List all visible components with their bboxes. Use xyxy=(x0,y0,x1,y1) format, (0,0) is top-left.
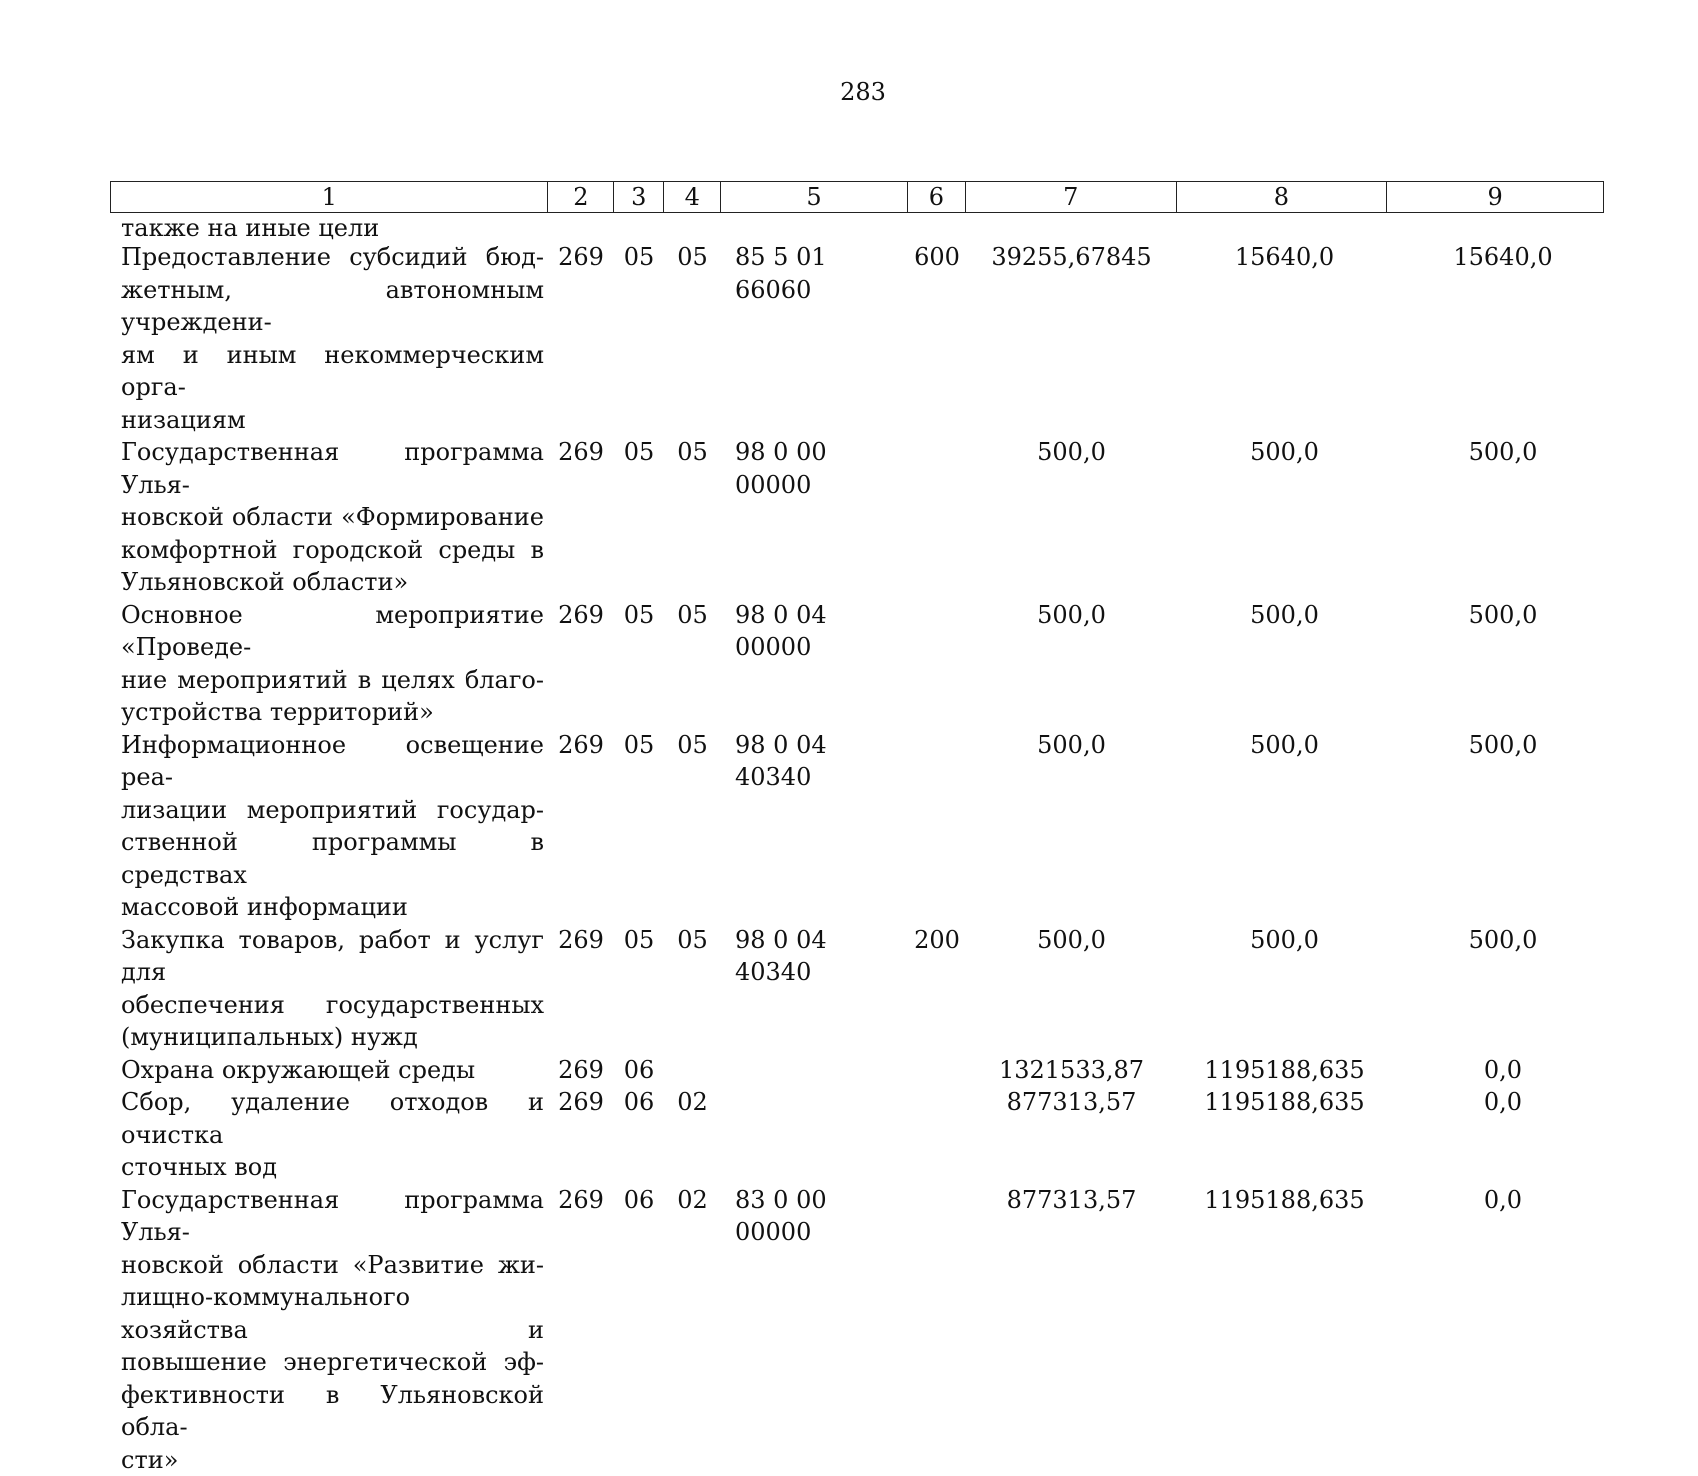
cell-c7-amount: 877313,57 xyxy=(966,1184,1177,1476)
cell-c9-amount: 500,0 xyxy=(1388,436,1604,599)
table-header xyxy=(110,181,1604,213)
cell-c5-target-article: 98 0 04 00000 xyxy=(721,599,908,729)
cell-c9-amount: 500,0 xyxy=(1388,599,1604,729)
cell-c6-expense-type xyxy=(908,436,966,599)
header-col-2: 2 xyxy=(548,182,614,212)
header-col-4: 4 xyxy=(664,182,721,212)
header-col-9: 9 xyxy=(1387,182,1603,212)
cell-c7-amount: 39255,67845 xyxy=(966,241,1177,436)
cell-c4-subsection: 05 xyxy=(664,241,721,436)
cell-c5-target-article: 83 0 00 00000 xyxy=(721,1184,908,1476)
table-row xyxy=(110,729,1604,924)
cell-c5-target-article: 98 0 04 40340 xyxy=(721,924,908,1054)
cell-c4-subsection: 05 xyxy=(664,599,721,729)
cell-c9-amount: 500,0 xyxy=(1388,729,1604,924)
row-description xyxy=(110,436,548,599)
cell-c5-target-article: 85 5 01 66060 xyxy=(721,241,908,436)
row-description xyxy=(110,241,548,436)
cell-c7-amount: 877313,57 xyxy=(966,1086,1177,1184)
description-line: ственной программы в средствах xyxy=(121,826,544,891)
description-line: ние мероприятий в целях благо- xyxy=(121,664,544,697)
cell-c9-amount: 0,0 xyxy=(1388,1054,1604,1087)
description-line: лищно-коммунального хозяйства и xyxy=(121,1281,544,1346)
description-line: Государственная программа Улья- xyxy=(121,1184,544,1249)
cell-c5-target-article xyxy=(721,1054,908,1087)
cell-c2-admin: 269 xyxy=(548,436,614,599)
cell-c2-admin: 269 xyxy=(548,599,614,729)
description-line: массовой информации xyxy=(121,891,544,924)
cell-c4-subsection: 05 xyxy=(664,436,721,599)
cell-c8-amount: 500,0 xyxy=(1177,599,1388,729)
description-line: жетным, автономным учреждени- xyxy=(121,274,544,339)
table-row xyxy=(110,436,1604,599)
cell-c8-amount: 500,0 xyxy=(1177,436,1388,599)
cell-c8-amount: 1195188,635 xyxy=(1177,1054,1388,1087)
cell-c9-amount: 500,0 xyxy=(1388,924,1604,1054)
description-line: фективности в Ульяновской обла- xyxy=(121,1379,544,1444)
header-col-8: 8 xyxy=(1177,182,1388,212)
cell-c7-amount: 1321533,87 xyxy=(966,1054,1177,1087)
description-line: устройства территорий» xyxy=(121,696,544,729)
cell-c3-section: 05 xyxy=(614,436,664,599)
cell-c9-amount: 15640,0 xyxy=(1388,241,1604,436)
cell-c5-target-article: 98 0 00 00000 xyxy=(721,436,908,599)
cell-c7-amount: 500,0 xyxy=(966,729,1177,924)
table-row xyxy=(110,1054,1604,1087)
row-description xyxy=(110,1184,548,1476)
cell-c5-target-article xyxy=(721,1086,908,1184)
cell-c2-admin: 269 xyxy=(548,241,614,436)
cell-c2-admin: 269 xyxy=(548,924,614,1054)
cell-c4-subsection xyxy=(664,1054,721,1087)
description-line: лизации мероприятий государ- xyxy=(121,794,544,827)
description-line: Предоставление субсидий бюд- xyxy=(121,241,544,274)
header-col-3: 3 xyxy=(614,182,664,212)
cell-c8-amount: 500,0 xyxy=(1177,729,1388,924)
cell-c5-target-article: 98 0 04 40340 xyxy=(721,729,908,924)
table-body xyxy=(110,241,1604,1476)
cell-c8-amount: 1195188,635 xyxy=(1177,1086,1388,1184)
description-line: сточных вод xyxy=(121,1151,544,1184)
cell-c2-admin: 269 xyxy=(548,1086,614,1184)
row-description xyxy=(110,599,548,729)
header-col-6: 6 xyxy=(908,182,966,212)
cell-c8-amount: 500,0 xyxy=(1177,924,1388,1054)
description-line: низациям xyxy=(121,404,544,437)
cell-c6-expense-type xyxy=(908,1086,966,1184)
description-line: Ульяновской области» xyxy=(121,566,544,599)
cell-c6-expense-type: 200 xyxy=(908,924,966,1054)
description-line: Закупка товаров, работ и услуг для xyxy=(121,924,544,989)
description-line: Сбор, удаление отходов и очистка xyxy=(121,1086,544,1151)
cell-c4-subsection: 05 xyxy=(664,729,721,924)
row-description xyxy=(110,1086,548,1184)
cell-c8-amount: 15640,0 xyxy=(1177,241,1388,436)
description-line: Охрана окружающей среды xyxy=(121,1054,544,1087)
header-col-7: 7 xyxy=(966,182,1177,212)
description-line: комфортной городской среды в xyxy=(121,534,544,567)
table-row xyxy=(110,1184,1604,1476)
cell-c2-admin: 269 xyxy=(548,1054,614,1087)
cell-c2-admin: 269 xyxy=(548,729,614,924)
table-row xyxy=(110,1086,1604,1184)
cell-c6-expense-type xyxy=(908,599,966,729)
description-line: Основное мероприятие «Проведе- xyxy=(121,599,544,664)
cell-c4-subsection: 02 xyxy=(664,1184,721,1476)
cell-c6-expense-type xyxy=(908,1184,966,1476)
row-description xyxy=(110,924,548,1054)
cell-c6-expense-type: 600 xyxy=(908,241,966,436)
cell-c9-amount: 0,0 xyxy=(1388,1184,1604,1476)
cell-c8-amount: 1195188,635 xyxy=(1177,1184,1388,1476)
description-line: новской области «Развитие жи- xyxy=(121,1249,544,1282)
header-col-1: 1 xyxy=(111,182,548,212)
cell-c7-amount: 500,0 xyxy=(966,924,1177,1054)
table-row xyxy=(110,599,1604,729)
table-row xyxy=(110,241,1604,436)
cell-c3-section: 05 xyxy=(614,241,664,436)
cell-c4-subsection: 02 xyxy=(664,1086,721,1184)
description-line: обеспечения государственных xyxy=(121,989,544,1022)
continuation-text: также на иные цели xyxy=(110,213,1604,241)
table-row xyxy=(110,924,1604,1054)
cell-c4-subsection: 05 xyxy=(664,924,721,1054)
cell-c3-section: 05 xyxy=(614,599,664,729)
cell-c7-amount: 500,0 xyxy=(966,599,1177,729)
description-line: сти» xyxy=(121,1444,544,1476)
description-line: Государственная программа Улья- xyxy=(121,436,544,501)
budget-table xyxy=(110,181,1604,1476)
cell-c9-amount: 0,0 xyxy=(1388,1086,1604,1184)
description-line: повышение энергетической эф- xyxy=(121,1346,544,1379)
cell-c3-section: 05 xyxy=(614,729,664,924)
description-line: Информационное освещение реа- xyxy=(121,729,544,794)
row-description xyxy=(110,729,548,924)
cell-c7-amount: 500,0 xyxy=(966,436,1177,599)
description-line: ям и иным некоммерческим орга- xyxy=(121,339,544,404)
cell-c3-section: 05 xyxy=(614,924,664,1054)
cell-c2-admin: 269 xyxy=(548,1184,614,1476)
description-line: (муниципальных) нужд xyxy=(121,1021,544,1054)
description-line: новской области «Формирование xyxy=(121,501,544,534)
cell-c3-section: 06 xyxy=(614,1184,664,1476)
header-col-5: 5 xyxy=(721,182,908,212)
row-description xyxy=(110,1054,548,1087)
page-number: 283 xyxy=(0,78,1698,106)
cell-c6-expense-type xyxy=(908,729,966,924)
cell-c3-section: 06 xyxy=(614,1086,664,1184)
cell-c6-expense-type xyxy=(908,1054,966,1087)
cell-c3-section: 06 xyxy=(614,1054,664,1087)
